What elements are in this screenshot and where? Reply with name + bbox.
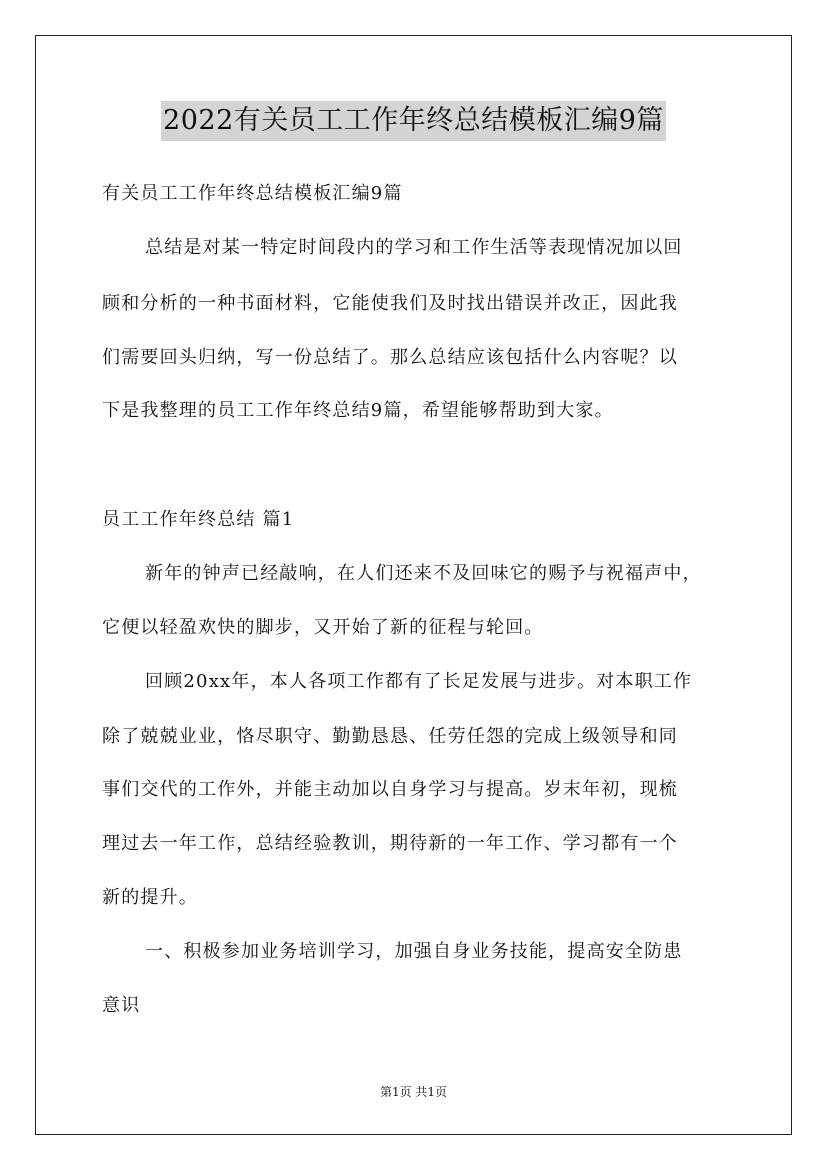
para2-line-5: 新的提升。 [102,887,198,908]
point1-line-2: 意识 [102,995,141,1016]
para2-line-3: 事们交代的工作外，并能主动加以自身学习与提高。岁末年初，现梳 [102,779,678,800]
para1-line-2: 它便以轻盈欢快的脚步，又开始了新的征程与轮回。 [102,617,544,638]
intro-line-1: 总结是对某一特定时间段内的学习和工作生活等表现情况加以回 [145,237,683,258]
subtitle-line: 有关员工工作年终总结模板汇编9篇 [102,183,403,204]
section-heading: 员工工作年终总结 篇1 [102,509,295,530]
intro-line-2: 顾和分析的一种书面材料，它能使我们及时找出错误并改正，因此我 [102,293,678,314]
para2-line-2: 除了兢兢业业，恪尽职守、勤勤恳恳、任劳任怨的完成上级领导和同 [102,726,678,747]
document-title: 2022有关员工工作年终总结模板汇编9篇 [161,101,666,141]
point1-line-1: 一、积极参加业务培训学习，加强自身业务技能，提高安全防患 [145,941,683,962]
para2-line-4: 理过去一年工作，总结经验教训，期待新的一年工作、学习都有一个 [102,833,678,854]
document-title-wrap [0,101,827,141]
intro-line-4: 下是我整理的员工工作年终总结9篇，希望能够帮助到大家。 [102,400,614,421]
intro-line-3: 们需要回头归纳，写一份总结了。那么总结应该包括什么内容呢？以 [102,347,678,368]
para2-line-1: 回顾20xx年，本人各项工作都有了长足发展与进步。对本职工作 [145,671,693,692]
page-footer: 第1页 共1页 [379,1085,448,1099]
para1-line-1: 新年的钟声已经敲响，在人们还来不及回味它的赐予与祝福声中， [145,563,702,584]
